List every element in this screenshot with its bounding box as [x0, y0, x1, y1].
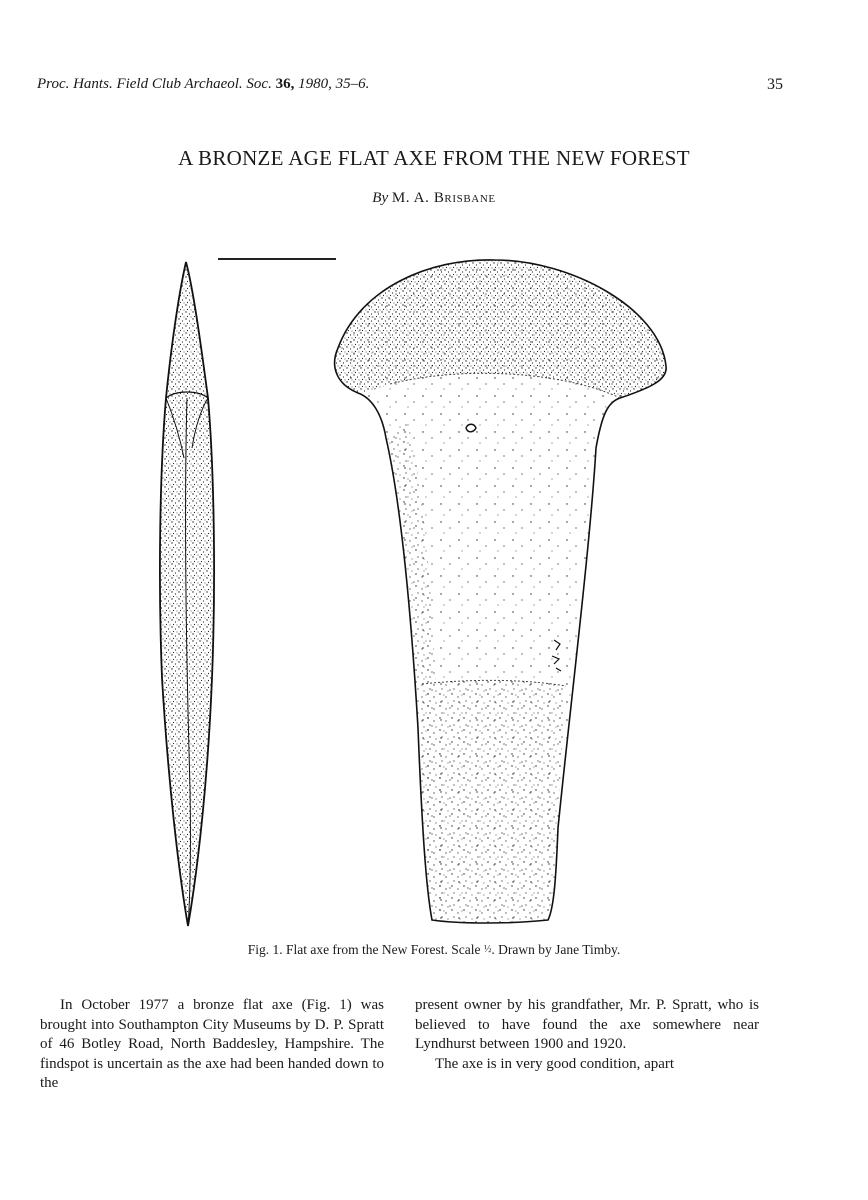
running-head — [37, 76, 783, 100]
byline — [0, 190, 868, 207]
body-column-left — [40, 996, 384, 1094]
paragraph-continued: present owner by his grandfather, Mr. P. Spratt, who is believed to have found the axe somewhere near Lyndhurst between 1900 and 1920. — [415, 997, 759, 1052]
journal-year-pages: 1980, 35–6. — [298, 76, 370, 92]
caption-tail: . Drawn by Jane Timby. — [491, 942, 621, 957]
figure-caption — [0, 942, 868, 958]
caption-main: Fig. 1. Flat axe from the New Forest. Scale — [247, 942, 484, 957]
paragraph: In October 1977 a bronze flat axe (Fig. 1) was brought into Southampton City Museums by D. P. Spratt of 46 Botley Road, North Baddesley, Hampshire. The findspot is uncertain as the axe had been handed down to the — [40, 997, 384, 1091]
journal-name: Proc. Hants. Field Club Archaeol. Soc. — [37, 76, 272, 92]
byline-by: By — [372, 190, 389, 206]
axe-figure — [150, 248, 690, 938]
journal-citation — [37, 76, 369, 93]
article-title: A BRONZE AGE FLAT AXE FROM THE NEW FOREST — [178, 146, 690, 170]
paragraph: The axe is in very good condition, apart — [435, 1055, 675, 1072]
body-column-right — [415, 996, 759, 1074]
author-name: M. A. Brisbane — [391, 190, 496, 206]
page-number: 35 — [767, 76, 783, 93]
journal-volume: 36, — [275, 76, 295, 92]
axe-side-view — [160, 262, 214, 926]
caption-scale-fraction: ½ — [483, 944, 492, 955]
axe-face-view — [335, 260, 667, 923]
